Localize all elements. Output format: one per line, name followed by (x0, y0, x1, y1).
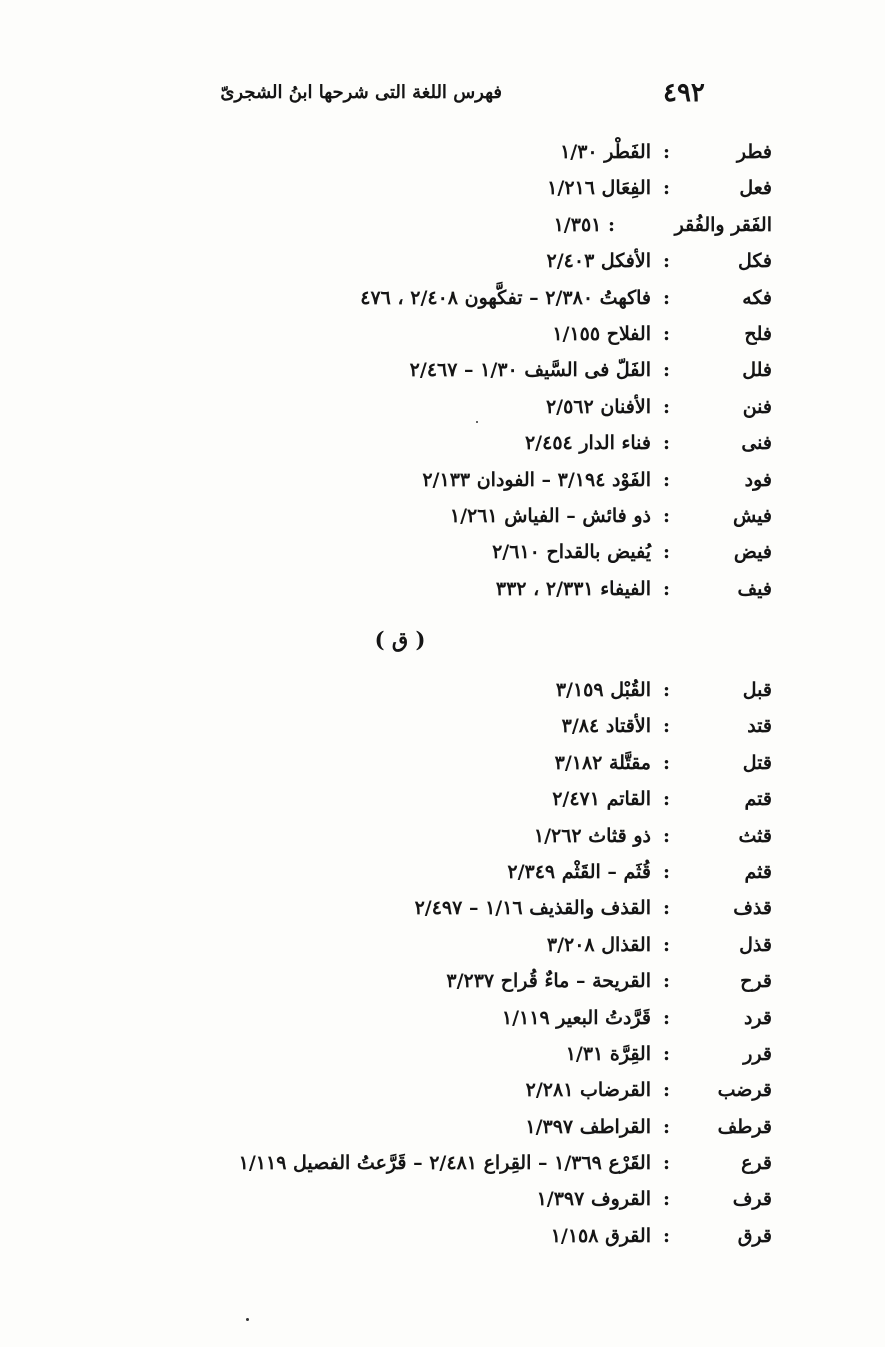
entry-root: قثث (738, 824, 772, 847)
entry-root: فكل (738, 250, 772, 273)
entry-root: فيض (733, 541, 772, 564)
index-entry (0, 429, 885, 465)
index-entry (0, 1149, 885, 1185)
entry-colon: : (662, 1006, 670, 1029)
index-entry (0, 1113, 885, 1149)
index-entry (0, 211, 885, 247)
entry-root: فود (744, 468, 772, 491)
index-entry (0, 931, 885, 967)
index-entry (0, 138, 885, 174)
index-entry (0, 502, 885, 538)
entry-root: فعل (739, 177, 772, 200)
index-entry (0, 393, 885, 429)
entry-text: الفَطْر ١/٣٠ (560, 141, 651, 163)
entry-text: قُثَم – القَثْم ٢/٣٤٩ (507, 860, 651, 883)
index-entry (0, 1040, 885, 1076)
section-heading-qaf: ( ق ) (374, 627, 426, 652)
index-entry (0, 676, 885, 712)
index-entry (0, 174, 885, 210)
index-entry (0, 967, 885, 1003)
entry-colon: : (662, 788, 670, 811)
index-entry (0, 894, 885, 930)
entry-text: القراطف ١/٣٩٧ (525, 1115, 651, 1138)
index-entry (0, 1004, 885, 1040)
entry-colon: : (662, 751, 670, 774)
entry-root: فنن (742, 395, 772, 418)
entry-root: فيش (732, 504, 772, 527)
entry-text: الفَوْد ٣/١٩٤ – الفودان ٢/١٣٣ (422, 468, 651, 491)
entry-colon: : (662, 970, 670, 993)
index-entry (0, 356, 885, 392)
entry-root: قرف (732, 1188, 772, 1211)
index-entry (0, 575, 885, 611)
entry-colon: : (662, 468, 670, 491)
entry-text: الفِعَال ١/٢١٦ (547, 177, 651, 200)
entry-text: القُبْل ٣/١٥٩ (555, 679, 651, 701)
entry-text: الفلاح ١/١٥٥ (552, 322, 651, 345)
index-entry (0, 466, 885, 502)
entry-root: فلل (742, 359, 772, 382)
page-number: ٤٩٢ (663, 78, 705, 108)
entry-root: فكه (742, 286, 772, 309)
entry-text: : ١/٣٥١ (553, 213, 615, 236)
entry-root: قرق (737, 1224, 772, 1247)
index-entry (0, 712, 885, 748)
index-entry (0, 247, 885, 283)
print-speck (476, 421, 478, 423)
index-entry (0, 1222, 885, 1258)
entry-text: ذو قثاث ١/٢٦٢ (533, 824, 651, 847)
entry-text: القرق ١/١٥٨ (550, 1224, 651, 1247)
entry-root: قرطف (717, 1115, 772, 1138)
entry-colon: : (662, 679, 670, 701)
entry-colon: : (662, 504, 670, 527)
entry-colon: : (662, 432, 670, 455)
entry-text: القِرَّة ١/٣١ (565, 1042, 651, 1065)
entry-root: قتل (742, 751, 772, 774)
index-entry (0, 1076, 885, 1112)
entry-colon: : (662, 1224, 670, 1247)
entry-text: فناء الدار ٢/٤٥٤ (524, 432, 651, 455)
entry-root: قثم (744, 860, 772, 883)
entry-text-value: ١/٣٥١ (553, 213, 602, 236)
entry-colon: : (662, 541, 670, 564)
index-entry (0, 858, 885, 894)
index-section-qaf (0, 676, 885, 1258)
entry-text: القذف والقذيف ١/١٦ – ٢/٤٩٧ (414, 897, 651, 920)
entry-text: فاكهتُ ٢/٣٨٠ – تفكَّهون ٢/٤٠٨ ، ٤٧٦ (360, 286, 651, 309)
entry-root: الفَقر والفُقر (674, 213, 772, 236)
entry-root: قرر (743, 1042, 772, 1065)
index-entry (0, 538, 885, 574)
entry-root: قتم (744, 788, 772, 811)
running-title: فهرس اللغة التى شرحها ابنُ الشجرىّ (220, 82, 502, 103)
entry-colon: : (662, 1115, 670, 1138)
index-section-fa (0, 138, 885, 611)
print-speck (246, 1318, 249, 1321)
entry-text: القاتم ٢/٤٧١ (552, 788, 651, 811)
entry-colon: : (662, 897, 670, 920)
entry-text: الأفكل ٢/٤٠٣ (546, 250, 651, 273)
entry-text: ذو فائش – الفياش ١/٢٦١ (449, 504, 651, 527)
entry-colon: : (662, 177, 670, 200)
index-entry (0, 320, 885, 356)
entry-colon: : (662, 395, 670, 418)
entry-text: الأفنان ٢/٥٦٢ (545, 395, 651, 418)
entry-colon: : (662, 1152, 670, 1175)
entry-text: الفَلّ فى السَّيف ١/٣٠ – ٢/٤٦٧ (409, 359, 651, 382)
page-header (0, 78, 885, 114)
entry-text: مقتَّلة ٣/١٨٢ (554, 751, 651, 774)
entry-colon: : (662, 933, 670, 956)
entry-root: فيف (737, 577, 772, 600)
entry-colon: : (662, 1042, 670, 1065)
entry-root: فلح (744, 322, 772, 345)
entry-root: قرد (743, 1006, 772, 1029)
entry-root: فنى (741, 432, 772, 455)
entry-text: القريحة – ماءٌ قُراح ٣/٢٣٧ (446, 970, 651, 993)
entry-root: فطر (736, 141, 772, 163)
entry-text: القرضاب ٢/٢٨١ (525, 1079, 651, 1102)
index-entry (0, 1185, 885, 1221)
entry-root: قبل (742, 679, 772, 701)
index-entry (0, 785, 885, 821)
entry-root: قرع (741, 1152, 772, 1175)
entry-text: يُفيض بالقداح ٢/٦١٠ (492, 541, 651, 564)
entry-colon: : (662, 715, 670, 738)
index-entry (0, 822, 885, 858)
entry-text: القروف ١/٣٩٧ (536, 1188, 651, 1211)
entry-root: قرح (740, 970, 772, 993)
entry-root: قذف (733, 897, 772, 920)
entry-text: قَرَّدتُ البعير ١/١١٩ (501, 1006, 651, 1029)
entry-colon: : (662, 141, 670, 163)
entry-root: قتد (747, 715, 772, 738)
entry-text: القذال ٣/٢٠٨ (546, 933, 651, 956)
index-entry (0, 749, 885, 785)
entry-colon: : (662, 860, 670, 883)
entry-colon: : (662, 286, 670, 309)
entry-colon: : (662, 322, 670, 345)
entry-colon: : (662, 359, 670, 382)
entry-colon: : (662, 824, 670, 847)
entry-text: القَرْع ١/٣٦٩ – القِراع ٢/٤٨١ – قَرَّعتُ الفصيل ١/١١٩ (238, 1152, 651, 1175)
entry-root: قذل (739, 933, 772, 956)
entry-colon: : (662, 250, 670, 273)
entry-colon: : (662, 1079, 670, 1102)
index-entry (0, 284, 885, 320)
entry-root: قرضب (717, 1079, 772, 1102)
entry-colon: : (662, 1188, 670, 1211)
entry-colon: : (662, 577, 670, 600)
entry-text: الأقتاد ٣/٨٤ (561, 715, 651, 738)
entry-text: الفيفاء ٢/٣٣١ ، ٣٣٢ (495, 577, 651, 600)
